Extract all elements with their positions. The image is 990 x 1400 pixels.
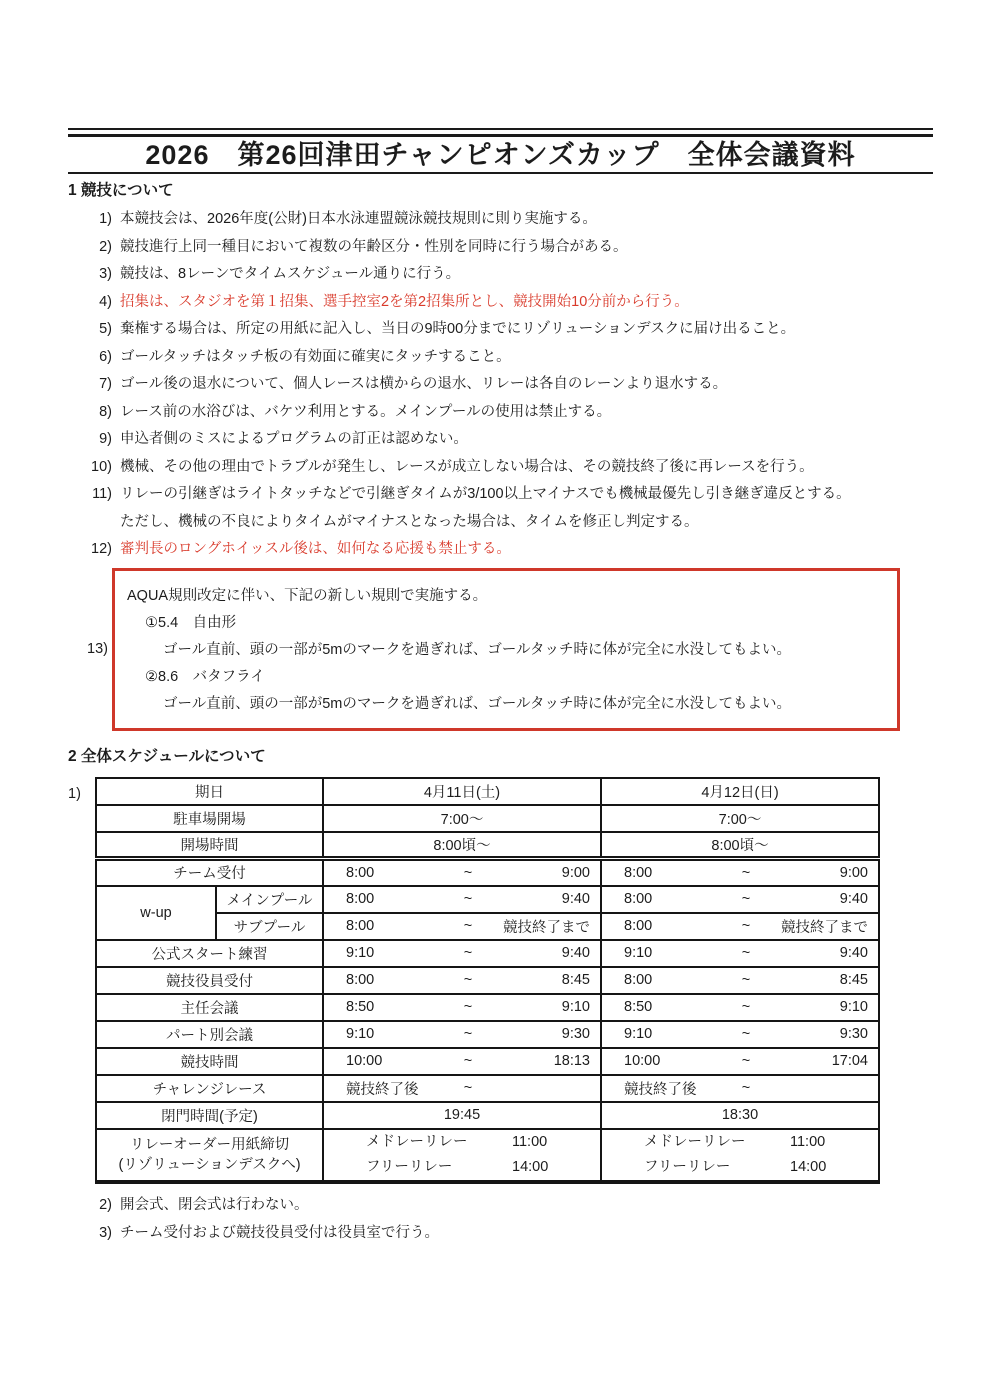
- title-block: [68, 128, 933, 174]
- item-text: チーム受付および競技役員受付は役員室で行う。: [120, 1224, 439, 1241]
- schedule-table: [95, 777, 880, 1184]
- table-row: [96, 886, 879, 913]
- table-row: [96, 994, 879, 1021]
- end-time: 9:30: [839, 1026, 868, 1042]
- title-rule-top: [68, 128, 933, 137]
- item-number: 2): [99, 1196, 112, 1213]
- list-item: [68, 210, 950, 229]
- tilde: ~: [463, 999, 473, 1015]
- item-text: 競技は、8レーンでタイムスケジュール通りに行う。: [120, 266, 461, 282]
- end-time: 競技終了まで: [781, 919, 868, 936]
- relay-label-line1: リレーオーダー用紙締切: [129, 1136, 290, 1153]
- start-time: 8:00: [624, 972, 653, 988]
- item-number: 3): [99, 266, 112, 282]
- title-rule-bottom: [68, 172, 933, 174]
- relay-name: フリーリレー: [366, 1158, 453, 1175]
- day1-cell: [323, 913, 601, 940]
- label-cell: 競技時間: [96, 1048, 323, 1075]
- start-time: 9:10: [624, 1026, 653, 1042]
- day1-cell: [323, 1021, 601, 1048]
- day2-cell: [601, 1129, 879, 1182]
- start-time: 競技終了後: [346, 1081, 419, 1098]
- section1-heading: 1 競技について: [68, 182, 174, 199]
- label-cell: 閉門時間(予定): [96, 1102, 323, 1129]
- tilde: ~: [463, 864, 473, 881]
- day1-cell: 7:00～: [323, 805, 601, 832]
- tilde: ~: [741, 1026, 751, 1042]
- list-item: [68, 458, 950, 477]
- tilde: ~: [741, 891, 751, 907]
- start-time: 競技終了後: [624, 1081, 697, 1098]
- item-number: 3): [99, 1224, 112, 1241]
- start-time: 8:00: [346, 972, 375, 988]
- list-item: [68, 430, 950, 449]
- item-text: 開会式、閉会式は行わない。: [120, 1196, 309, 1213]
- day2-cell: [601, 994, 879, 1021]
- item-text: 棄権する場合は、所定の用紙に記入し、当日の9時00分までにリゾリューションデスクに届け出ること。: [120, 321, 796, 337]
- list-item: [68, 293, 950, 312]
- item-number: 4): [99, 293, 112, 310]
- day2-cell: [601, 1021, 879, 1048]
- day1-cell: [323, 940, 601, 967]
- table-row: [96, 1102, 879, 1129]
- table-row: [96, 778, 879, 805]
- day2-cell: [601, 1048, 879, 1075]
- start-time: 8:00: [346, 891, 375, 907]
- item-text: 申込者側のミスによるプログラムの訂正は認めない。: [120, 431, 468, 447]
- table-row: [96, 940, 879, 967]
- relay-time: 14:00: [512, 1158, 549, 1175]
- tilde: ~: [463, 972, 473, 988]
- start-time: 8:00: [346, 918, 375, 934]
- tilde: ~: [463, 891, 473, 907]
- list-item: [68, 265, 950, 284]
- relay-name: メドレーリレー: [366, 1133, 468, 1150]
- end-time: 9:40: [561, 891, 590, 907]
- tilde: ~: [463, 1053, 473, 1069]
- table-row: [96, 1021, 879, 1048]
- label-cell: 期日: [96, 778, 323, 805]
- relay-name: メドレーリレー: [644, 1133, 746, 1150]
- start-time: 8:00: [624, 864, 653, 881]
- list-item: [68, 403, 950, 422]
- rule-box-line: ②8.6 バタフライ: [145, 668, 265, 685]
- day1-cell: [323, 886, 601, 913]
- list-item: [68, 238, 950, 257]
- list-item: [68, 485, 950, 532]
- item-text: ゴール後の退水について、個人レースは横からの退水、リレーは各自のレーンより退水する。: [120, 376, 728, 392]
- end-time: 9:10: [839, 999, 868, 1015]
- aqua-rule-box: [112, 568, 900, 731]
- item-number: 13): [87, 640, 108, 657]
- label-cell: パート別会議: [96, 1021, 323, 1048]
- day2-cell: [601, 913, 879, 940]
- label-cell: 開場時間: [96, 832, 323, 859]
- tilde: ~: [741, 972, 751, 988]
- end-time: 9:40: [839, 945, 868, 961]
- start-time: 9:10: [346, 1026, 375, 1042]
- start-time: 8:00: [624, 891, 653, 907]
- tilde: ~: [741, 864, 751, 881]
- tilde: ~: [741, 999, 751, 1015]
- item-number: 5): [99, 321, 112, 337]
- end-time: 18:13: [553, 1053, 590, 1069]
- item-number: 6): [99, 348, 112, 365]
- item-number: 10): [91, 458, 112, 475]
- relay-time: 11:00: [790, 1133, 826, 1150]
- label-cell: [96, 1129, 323, 1182]
- day2-cell: [601, 967, 879, 994]
- item-text-line2: ただし、機械の不良によりタイムがマイナスとなった場合は、タイムを修正し判定する。: [120, 513, 699, 530]
- start-time: 10:00: [624, 1053, 661, 1069]
- day2-cell: [601, 1075, 879, 1102]
- sublabel-cell: サブプール: [216, 913, 323, 940]
- item-text-line1: リレーの引継ぎはライトタッチなどで引継ぎタイムが3/100以上マイナスでも機械最優先し引き継ぎ違反とする。: [120, 486, 851, 502]
- tilde: ~: [463, 1080, 473, 1096]
- list-item: [68, 375, 950, 394]
- item-text: レース前の水浴びは、バケツ利用とする。メインプールの使用は禁止する。: [120, 403, 612, 420]
- start-time: 10:00: [346, 1053, 383, 1069]
- tilde: ~: [463, 1026, 473, 1042]
- list-item: [68, 320, 950, 339]
- end-time: 9:00: [839, 864, 868, 881]
- item-text: 本競技会は、2026年度(公財)日本水泳連盟競泳競技規則に則り実施する。: [120, 211, 597, 227]
- tilde: ~: [463, 945, 473, 961]
- rule-box-line: ゴール直前、頭の一部が5mのマークを過ぎれば、ゴールタッチ時に体が完全に水没してもよい。: [163, 641, 791, 658]
- rule-box-line: ①5.4 自由形: [145, 614, 237, 631]
- list-item: [68, 1196, 990, 1215]
- item-text: 競技進行上同一種目において複数の年齢区分・性別を同時に行う場合がある。: [120, 238, 628, 255]
- item-text: 審判長のロングホイッスル後は、如何なる応援も禁止する。: [120, 541, 511, 557]
- relay-time: 14:00: [790, 1158, 827, 1175]
- wup-label-cell: w-up: [96, 886, 216, 940]
- table-row: [96, 859, 879, 886]
- relay-name: フリーリレー: [644, 1158, 731, 1175]
- rule-box-line: AQUA規則改定に伴い、下記の新しい規則で実施する。: [127, 587, 488, 604]
- day2-cell: 8:00頃～: [601, 832, 879, 859]
- day2-cell: [601, 886, 879, 913]
- page-title: 2026 第26回津田チャンピオンズカップ 全体会議資料: [145, 140, 856, 170]
- day1-cell: 19:45: [323, 1102, 601, 1129]
- tilde: ~: [741, 918, 751, 934]
- item-text: 機械、その他の理由でトラブルが発生し、レースが成立しない場合は、その競技終了後に再レースを行う。: [120, 458, 814, 475]
- table-row: [96, 1075, 879, 1102]
- schedule-block: [68, 777, 990, 1184]
- day2-cell: [601, 940, 879, 967]
- tilde: ~: [741, 945, 751, 961]
- item-text: ゴールタッチはタッチ板の有効面に確実にタッチすること。: [120, 348, 511, 365]
- tilde: ~: [463, 918, 473, 934]
- end-time: 9:40: [561, 945, 590, 961]
- table-row: [96, 805, 879, 832]
- table-row: [96, 832, 879, 859]
- rule-box-line: ゴール直前、頭の一部が5mのマークを過ぎれば、ゴールタッチ時に体が完全に水没してもよい。: [163, 695, 791, 712]
- start-time: 8:00: [346, 864, 375, 881]
- item-number: 12): [91, 541, 112, 557]
- start-time: 8:00: [624, 918, 653, 934]
- day2-cell: 18:30: [601, 1102, 879, 1129]
- day2-header-cell: 4月12日(日): [601, 778, 879, 805]
- day1-cell: [323, 1048, 601, 1075]
- day1-cell: [323, 994, 601, 1021]
- end-time: 競技終了まで: [503, 919, 590, 936]
- day1-header-cell: 4月11日(土): [323, 778, 601, 805]
- tilde: ~: [741, 1080, 751, 1096]
- item-number: 1): [99, 211, 112, 227]
- table-row: [96, 1048, 879, 1075]
- item-number: 1): [68, 785, 81, 802]
- relay-time: 11:00: [512, 1133, 548, 1150]
- relay-label-line2: (リゾリューションデスクへ): [118, 1156, 301, 1173]
- day2-cell: 7:00～: [601, 805, 879, 832]
- sublabel-cell: メインプール: [216, 886, 323, 913]
- day1-cell: [323, 1129, 601, 1182]
- label-cell: 公式スタート練習: [96, 940, 323, 967]
- end-time: 9:40: [839, 891, 868, 907]
- tilde: ~: [741, 1053, 751, 1069]
- day1-cell: [323, 967, 601, 994]
- item-text: [120, 485, 950, 532]
- notes-list: [68, 1196, 990, 1243]
- day2-cell: [601, 859, 879, 886]
- rules-list: [68, 210, 950, 559]
- label-cell: チャレンジレース: [96, 1075, 323, 1102]
- end-time: 17:04: [831, 1053, 868, 1069]
- end-time: 8:45: [561, 972, 590, 988]
- label-cell: 駐車場開場: [96, 805, 323, 832]
- start-time: 8:50: [624, 999, 653, 1015]
- label-cell: 競技役員受付: [96, 967, 323, 994]
- section2-heading: 2 全体スケジュールについて: [68, 747, 266, 765]
- item-number: 8): [99, 403, 112, 420]
- table-row: [96, 1129, 879, 1182]
- item-number: 11): [92, 486, 112, 502]
- item-number: 2): [99, 238, 112, 255]
- item-number: 7): [99, 376, 112, 392]
- start-time: 9:10: [346, 945, 375, 961]
- list-item: [68, 540, 950, 559]
- end-time: 9:10: [561, 999, 590, 1015]
- end-time: 9:30: [561, 1026, 590, 1042]
- start-time: 8:50: [346, 999, 375, 1015]
- start-time: 9:10: [624, 945, 653, 961]
- label-cell: 主任会議: [96, 994, 323, 1021]
- item-text: 招集は、スタジオを第１招集、選手控室2を第2招集所とし、競技開始10分前から行う。: [120, 293, 689, 310]
- table-row: [96, 967, 879, 994]
- day1-cell: [323, 1075, 601, 1102]
- end-time: 8:45: [839, 972, 868, 988]
- label-cell: チーム受付: [96, 859, 323, 886]
- day1-cell: 8:00頃～: [323, 832, 601, 859]
- list-item: [68, 348, 950, 367]
- day1-cell: [323, 859, 601, 886]
- end-time: 9:00: [561, 864, 590, 881]
- list-item-13: [68, 568, 990, 731]
- list-item: [68, 1224, 990, 1243]
- item-number: 9): [99, 431, 112, 447]
